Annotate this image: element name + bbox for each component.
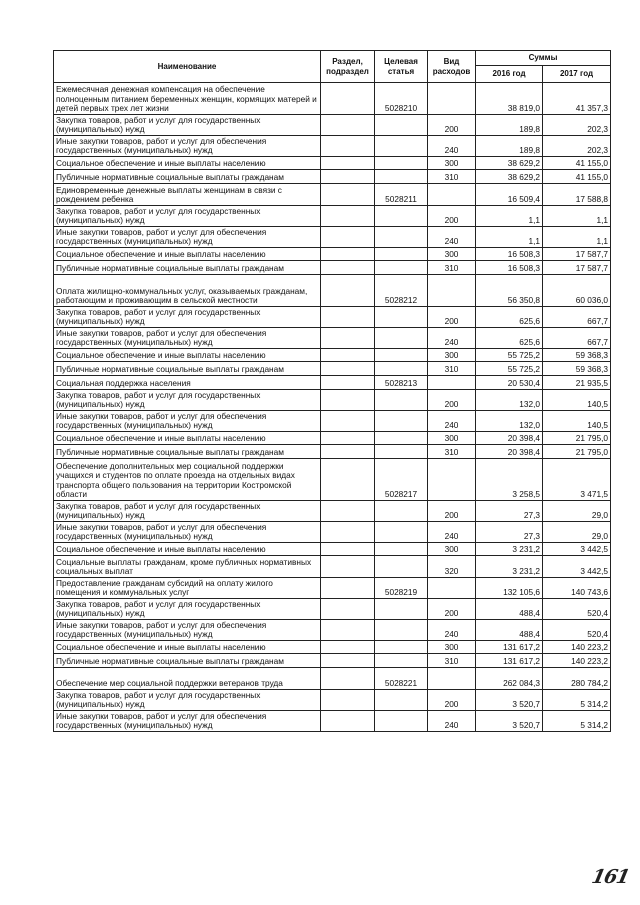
row-section [321, 599, 375, 620]
row-section [321, 248, 375, 261]
row-sum-2017: 667,7 [543, 307, 611, 328]
row-name: Закупка товаров, работ и услуг для государственных (муниципальных) нужд [54, 390, 321, 411]
row-name: Публичные нормативные социальные выплаты гражданам [54, 362, 321, 376]
row-type: 240 [428, 136, 476, 157]
row-section [321, 136, 375, 157]
row-section [321, 362, 375, 376]
row-sum-2017: 5 314,2 [543, 690, 611, 711]
row-sum-2017: 3 442,5 [543, 556, 611, 578]
table-row [54, 227, 611, 248]
row-article: 5028221 [375, 668, 428, 690]
row-section [321, 641, 375, 654]
row-article [375, 411, 428, 432]
row-type: 200 [428, 206, 476, 227]
row-article: 5028212 [375, 275, 428, 307]
row-sum-2017: 202,3 [543, 115, 611, 136]
row-section [321, 411, 375, 432]
row-name: Социальное обеспечение и иные выплаты населению [54, 543, 321, 556]
row-article [375, 522, 428, 543]
row-article: 5028219 [375, 578, 428, 599]
row-type [428, 578, 476, 599]
row-type: 240 [428, 620, 476, 641]
budget-table [53, 50, 611, 732]
row-article [375, 390, 428, 411]
table-row [54, 170, 611, 184]
row-section [321, 578, 375, 599]
table-row [54, 543, 611, 556]
row-sum-2017: 60 036,0 [543, 275, 611, 307]
row-section [321, 711, 375, 732]
row-name: Социальные выплаты гражданам, кроме публичных нормативных социальных выплат [54, 556, 321, 578]
row-section [321, 543, 375, 556]
table-row [54, 83, 611, 115]
row-sum-2016: 488,4 [476, 620, 543, 641]
row-name: Публичные нормативные социальные выплаты гражданам [54, 261, 321, 275]
row-sum-2016: 132 105,6 [476, 578, 543, 599]
row-section [321, 83, 375, 115]
table-row [54, 261, 611, 275]
row-name: Социальная поддержка населения [54, 376, 321, 390]
table-row [54, 501, 611, 522]
row-sum-2016: 132,0 [476, 390, 543, 411]
table-row [54, 654, 611, 668]
row-section [321, 654, 375, 668]
row-sum-2017: 3 442,5 [543, 543, 611, 556]
row-sum-2016: 20 530,4 [476, 376, 543, 390]
row-name: Социальное обеспечение и иные выплаты населению [54, 641, 321, 654]
row-article [375, 362, 428, 376]
row-sum-2016: 1,1 [476, 206, 543, 227]
row-type: 300 [428, 157, 476, 170]
table-row [54, 349, 611, 362]
row-sum-2017: 41 155,0 [543, 170, 611, 184]
row-sum-2016: 625,6 [476, 307, 543, 328]
row-name: Иные закупки товаров, работ и услуг для обеспечения государственных (муниципальных) нужд [54, 711, 321, 732]
row-sum-2017: 3 471,5 [543, 459, 611, 501]
header-year-2016: 2016 год [476, 66, 543, 83]
row-sum-2017: 520,4 [543, 599, 611, 620]
row-article [375, 157, 428, 170]
table-header [54, 51, 611, 83]
row-type [428, 459, 476, 501]
row-sum-2017: 1,1 [543, 227, 611, 248]
row-section [321, 184, 375, 206]
row-article: 5028213 [375, 376, 428, 390]
table-row [54, 556, 611, 578]
row-sum-2016: 27,3 [476, 522, 543, 543]
row-type [428, 184, 476, 206]
header-section: Раздел, подраздел [321, 51, 375, 83]
table-row [54, 432, 611, 445]
row-sum-2017: 41 357,3 [543, 83, 611, 115]
row-sum-2016: 55 725,2 [476, 349, 543, 362]
row-sum-2017: 41 155,0 [543, 157, 611, 170]
table-row [54, 578, 611, 599]
row-name: Иные закупки товаров, работ и услуг для обеспечения государственных (муниципальных) нужд [54, 227, 321, 248]
row-sum-2017: 202,3 [543, 136, 611, 157]
row-name: Иные закупки товаров, работ и услуг для обеспечения государственных (муниципальных) нужд [54, 136, 321, 157]
row-name: Закупка товаров, работ и услуг для государственных (муниципальных) нужд [54, 690, 321, 711]
row-name: Публичные нормативные социальные выплаты гражданам [54, 170, 321, 184]
row-section [321, 261, 375, 275]
row-sum-2016: 16 508,3 [476, 248, 543, 261]
row-article [375, 690, 428, 711]
row-sum-2016: 132,0 [476, 411, 543, 432]
header-sums: Суммы [476, 51, 611, 66]
row-article [375, 227, 428, 248]
row-sum-2016: 488,4 [476, 599, 543, 620]
table-row [54, 307, 611, 328]
row-section [321, 668, 375, 690]
row-sum-2017: 29,0 [543, 522, 611, 543]
row-article [375, 432, 428, 445]
row-name: Закупка товаров, работ и услуг для государственных (муниципальных) нужд [54, 307, 321, 328]
row-sum-2016: 38 629,2 [476, 157, 543, 170]
row-section [321, 690, 375, 711]
table-row [54, 362, 611, 376]
table-row [54, 184, 611, 206]
row-name: Оплата жилищно-коммунальных услуг, оказываемых гражданам, работающим и проживающим в сельской местности [54, 275, 321, 307]
row-section [321, 522, 375, 543]
row-sum-2017: 140 743,6 [543, 578, 611, 599]
row-name: Закупка товаров, работ и услуг для государственных (муниципальных) нужд [54, 501, 321, 522]
row-section [321, 307, 375, 328]
row-section [321, 275, 375, 307]
row-name: Обеспечение дополнительных мер социальной поддержки учащихся и студентов по оплате проезда на отдельных видах транспорта общего пользования на территории Костромской области [54, 459, 321, 501]
row-sum-2016: 27,3 [476, 501, 543, 522]
row-sum-2017: 520,4 [543, 620, 611, 641]
row-type: 200 [428, 501, 476, 522]
row-sum-2016: 3 520,7 [476, 690, 543, 711]
row-name: Закупка товаров, работ и услуг для государственных (муниципальных) нужд [54, 206, 321, 227]
row-sum-2016: 3 231,2 [476, 556, 543, 578]
row-name: Публичные нормативные социальные выплаты гражданам [54, 445, 321, 459]
table-row [54, 459, 611, 501]
row-type [428, 83, 476, 115]
table-row [54, 668, 611, 690]
header-type: Вид расходов [428, 51, 476, 83]
table-row [54, 328, 611, 349]
row-article [375, 248, 428, 261]
row-type: 310 [428, 261, 476, 275]
row-sum-2016: 16 509,4 [476, 184, 543, 206]
row-type: 240 [428, 227, 476, 248]
row-sum-2016: 3 231,2 [476, 543, 543, 556]
row-type: 300 [428, 349, 476, 362]
row-sum-2016: 16 508,3 [476, 261, 543, 275]
row-sum-2016: 1,1 [476, 227, 543, 248]
row-article [375, 206, 428, 227]
row-sum-2016: 189,8 [476, 115, 543, 136]
row-section [321, 157, 375, 170]
row-section [321, 227, 375, 248]
row-name: Предоставление гражданам субсидий на оплату жилого помещения и коммунальных услуг [54, 578, 321, 599]
row-type: 310 [428, 362, 476, 376]
row-name: Социальное обеспечение и иные выплаты населению [54, 248, 321, 261]
row-sum-2017: 21 795,0 [543, 445, 611, 459]
table-row [54, 206, 611, 227]
table-row [54, 711, 611, 732]
row-type: 200 [428, 690, 476, 711]
row-section [321, 328, 375, 349]
row-type [428, 668, 476, 690]
row-type: 200 [428, 599, 476, 620]
row-article [375, 328, 428, 349]
row-section [321, 620, 375, 641]
table-row [54, 248, 611, 261]
row-type: 300 [428, 432, 476, 445]
row-article [375, 136, 428, 157]
row-name: Обеспечение мер социальной поддержки ветеранов труда [54, 668, 321, 690]
row-type: 300 [428, 543, 476, 556]
row-sum-2016: 20 398,4 [476, 432, 543, 445]
row-sum-2016: 3 520,7 [476, 711, 543, 732]
table-row [54, 115, 611, 136]
page-number: 161 [589, 866, 632, 888]
row-section [321, 432, 375, 445]
row-sum-2017: 29,0 [543, 501, 611, 522]
row-section [321, 556, 375, 578]
row-name: Иные закупки товаров, работ и услуг для обеспечения государственных (муниципальных) нужд [54, 411, 321, 432]
row-section [321, 376, 375, 390]
row-type: 320 [428, 556, 476, 578]
row-section [321, 390, 375, 411]
row-name: Публичные нормативные социальные выплаты гражданам [54, 654, 321, 668]
row-sum-2017: 17 588,8 [543, 184, 611, 206]
table-body [54, 83, 611, 732]
row-article [375, 115, 428, 136]
row-sum-2016: 3 258,5 [476, 459, 543, 501]
row-section [321, 445, 375, 459]
row-section [321, 206, 375, 227]
row-sum-2017: 667,7 [543, 328, 611, 349]
row-article [375, 620, 428, 641]
row-article [375, 445, 428, 459]
table-row [54, 275, 611, 307]
row-section [321, 170, 375, 184]
row-article [375, 556, 428, 578]
row-type [428, 376, 476, 390]
row-article [375, 170, 428, 184]
row-sum-2016: 131 617,2 [476, 641, 543, 654]
row-article [375, 641, 428, 654]
row-name: Социальное обеспечение и иные выплаты населению [54, 349, 321, 362]
row-sum-2016: 55 725,2 [476, 362, 543, 376]
row-sum-2016: 38 819,0 [476, 83, 543, 115]
row-sum-2016: 56 350,8 [476, 275, 543, 307]
row-sum-2017: 140 223,2 [543, 641, 611, 654]
row-type: 240 [428, 328, 476, 349]
row-sum-2016: 262 084,3 [476, 668, 543, 690]
row-article [375, 349, 428, 362]
row-name: Ежемесячная денежная компенсация на обеспечение полноценным питанием беременных женщин, кормящих матерей и детей первых трех лет жизни [54, 83, 321, 115]
row-name: Социальное обеспечение и иные выплаты населению [54, 432, 321, 445]
table-row [54, 445, 611, 459]
row-article: 5028211 [375, 184, 428, 206]
table-row [54, 390, 611, 411]
row-type: 310 [428, 170, 476, 184]
row-type [428, 275, 476, 307]
row-name: Единовременные денежные выплаты женщинам в связи с рождением ребенка [54, 184, 321, 206]
row-type: 300 [428, 248, 476, 261]
row-sum-2017: 17 587,7 [543, 261, 611, 275]
row-article [375, 307, 428, 328]
header-name: Наименование [54, 51, 321, 83]
table-row [54, 690, 611, 711]
row-sum-2017: 140 223,2 [543, 654, 611, 668]
row-article [375, 654, 428, 668]
table-row [54, 641, 611, 654]
table-row [54, 136, 611, 157]
row-section [321, 459, 375, 501]
table-row [54, 157, 611, 170]
row-sum-2016: 625,6 [476, 328, 543, 349]
row-article [375, 711, 428, 732]
row-type: 240 [428, 522, 476, 543]
row-sum-2016: 131 617,2 [476, 654, 543, 668]
row-article [375, 261, 428, 275]
row-sum-2017: 140,5 [543, 411, 611, 432]
row-type: 200 [428, 307, 476, 328]
row-sum-2017: 21 795,0 [543, 432, 611, 445]
row-name: Закупка товаров, работ и услуг для государственных (муниципальных) нужд [54, 115, 321, 136]
row-name: Иные закупки товаров, работ и услуг для обеспечения государственных (муниципальных) нужд [54, 620, 321, 641]
row-sum-2017: 1,1 [543, 206, 611, 227]
row-article: 5028210 [375, 83, 428, 115]
row-article: 5028217 [375, 459, 428, 501]
row-name: Иные закупки товаров, работ и услуг для обеспечения государственных (муниципальных) нужд [54, 522, 321, 543]
row-sum-2017: 17 587,7 [543, 248, 611, 261]
row-article [375, 543, 428, 556]
row-sum-2017: 59 368,3 [543, 362, 611, 376]
table-row [54, 620, 611, 641]
row-type: 310 [428, 654, 476, 668]
table-row [54, 599, 611, 620]
row-sum-2016: 20 398,4 [476, 445, 543, 459]
row-section [321, 501, 375, 522]
table-row [54, 411, 611, 432]
header-year-2017: 2017 год [543, 66, 611, 83]
row-sum-2017: 280 784,2 [543, 668, 611, 690]
row-name: Социальное обеспечение и иные выплаты населению [54, 157, 321, 170]
row-sum-2017: 21 935,5 [543, 376, 611, 390]
header-article: Целевая статья [375, 51, 428, 83]
row-type: 300 [428, 641, 476, 654]
row-type: 310 [428, 445, 476, 459]
table-row [54, 376, 611, 390]
row-sum-2016: 189,8 [476, 136, 543, 157]
row-type: 240 [428, 411, 476, 432]
row-article [375, 599, 428, 620]
row-section [321, 349, 375, 362]
row-section [321, 115, 375, 136]
row-name: Закупка товаров, работ и услуг для государственных (муниципальных) нужд [54, 599, 321, 620]
table-row [54, 522, 611, 543]
row-sum-2017: 59 368,3 [543, 349, 611, 362]
row-sum-2016: 38 629,2 [476, 170, 543, 184]
row-type: 200 [428, 390, 476, 411]
row-article [375, 501, 428, 522]
row-type: 200 [428, 115, 476, 136]
row-name: Иные закупки товаров, работ и услуг для обеспечения государственных (муниципальных) нужд [54, 328, 321, 349]
row-sum-2017: 140,5 [543, 390, 611, 411]
row-sum-2017: 5 314,2 [543, 711, 611, 732]
row-type: 240 [428, 711, 476, 732]
